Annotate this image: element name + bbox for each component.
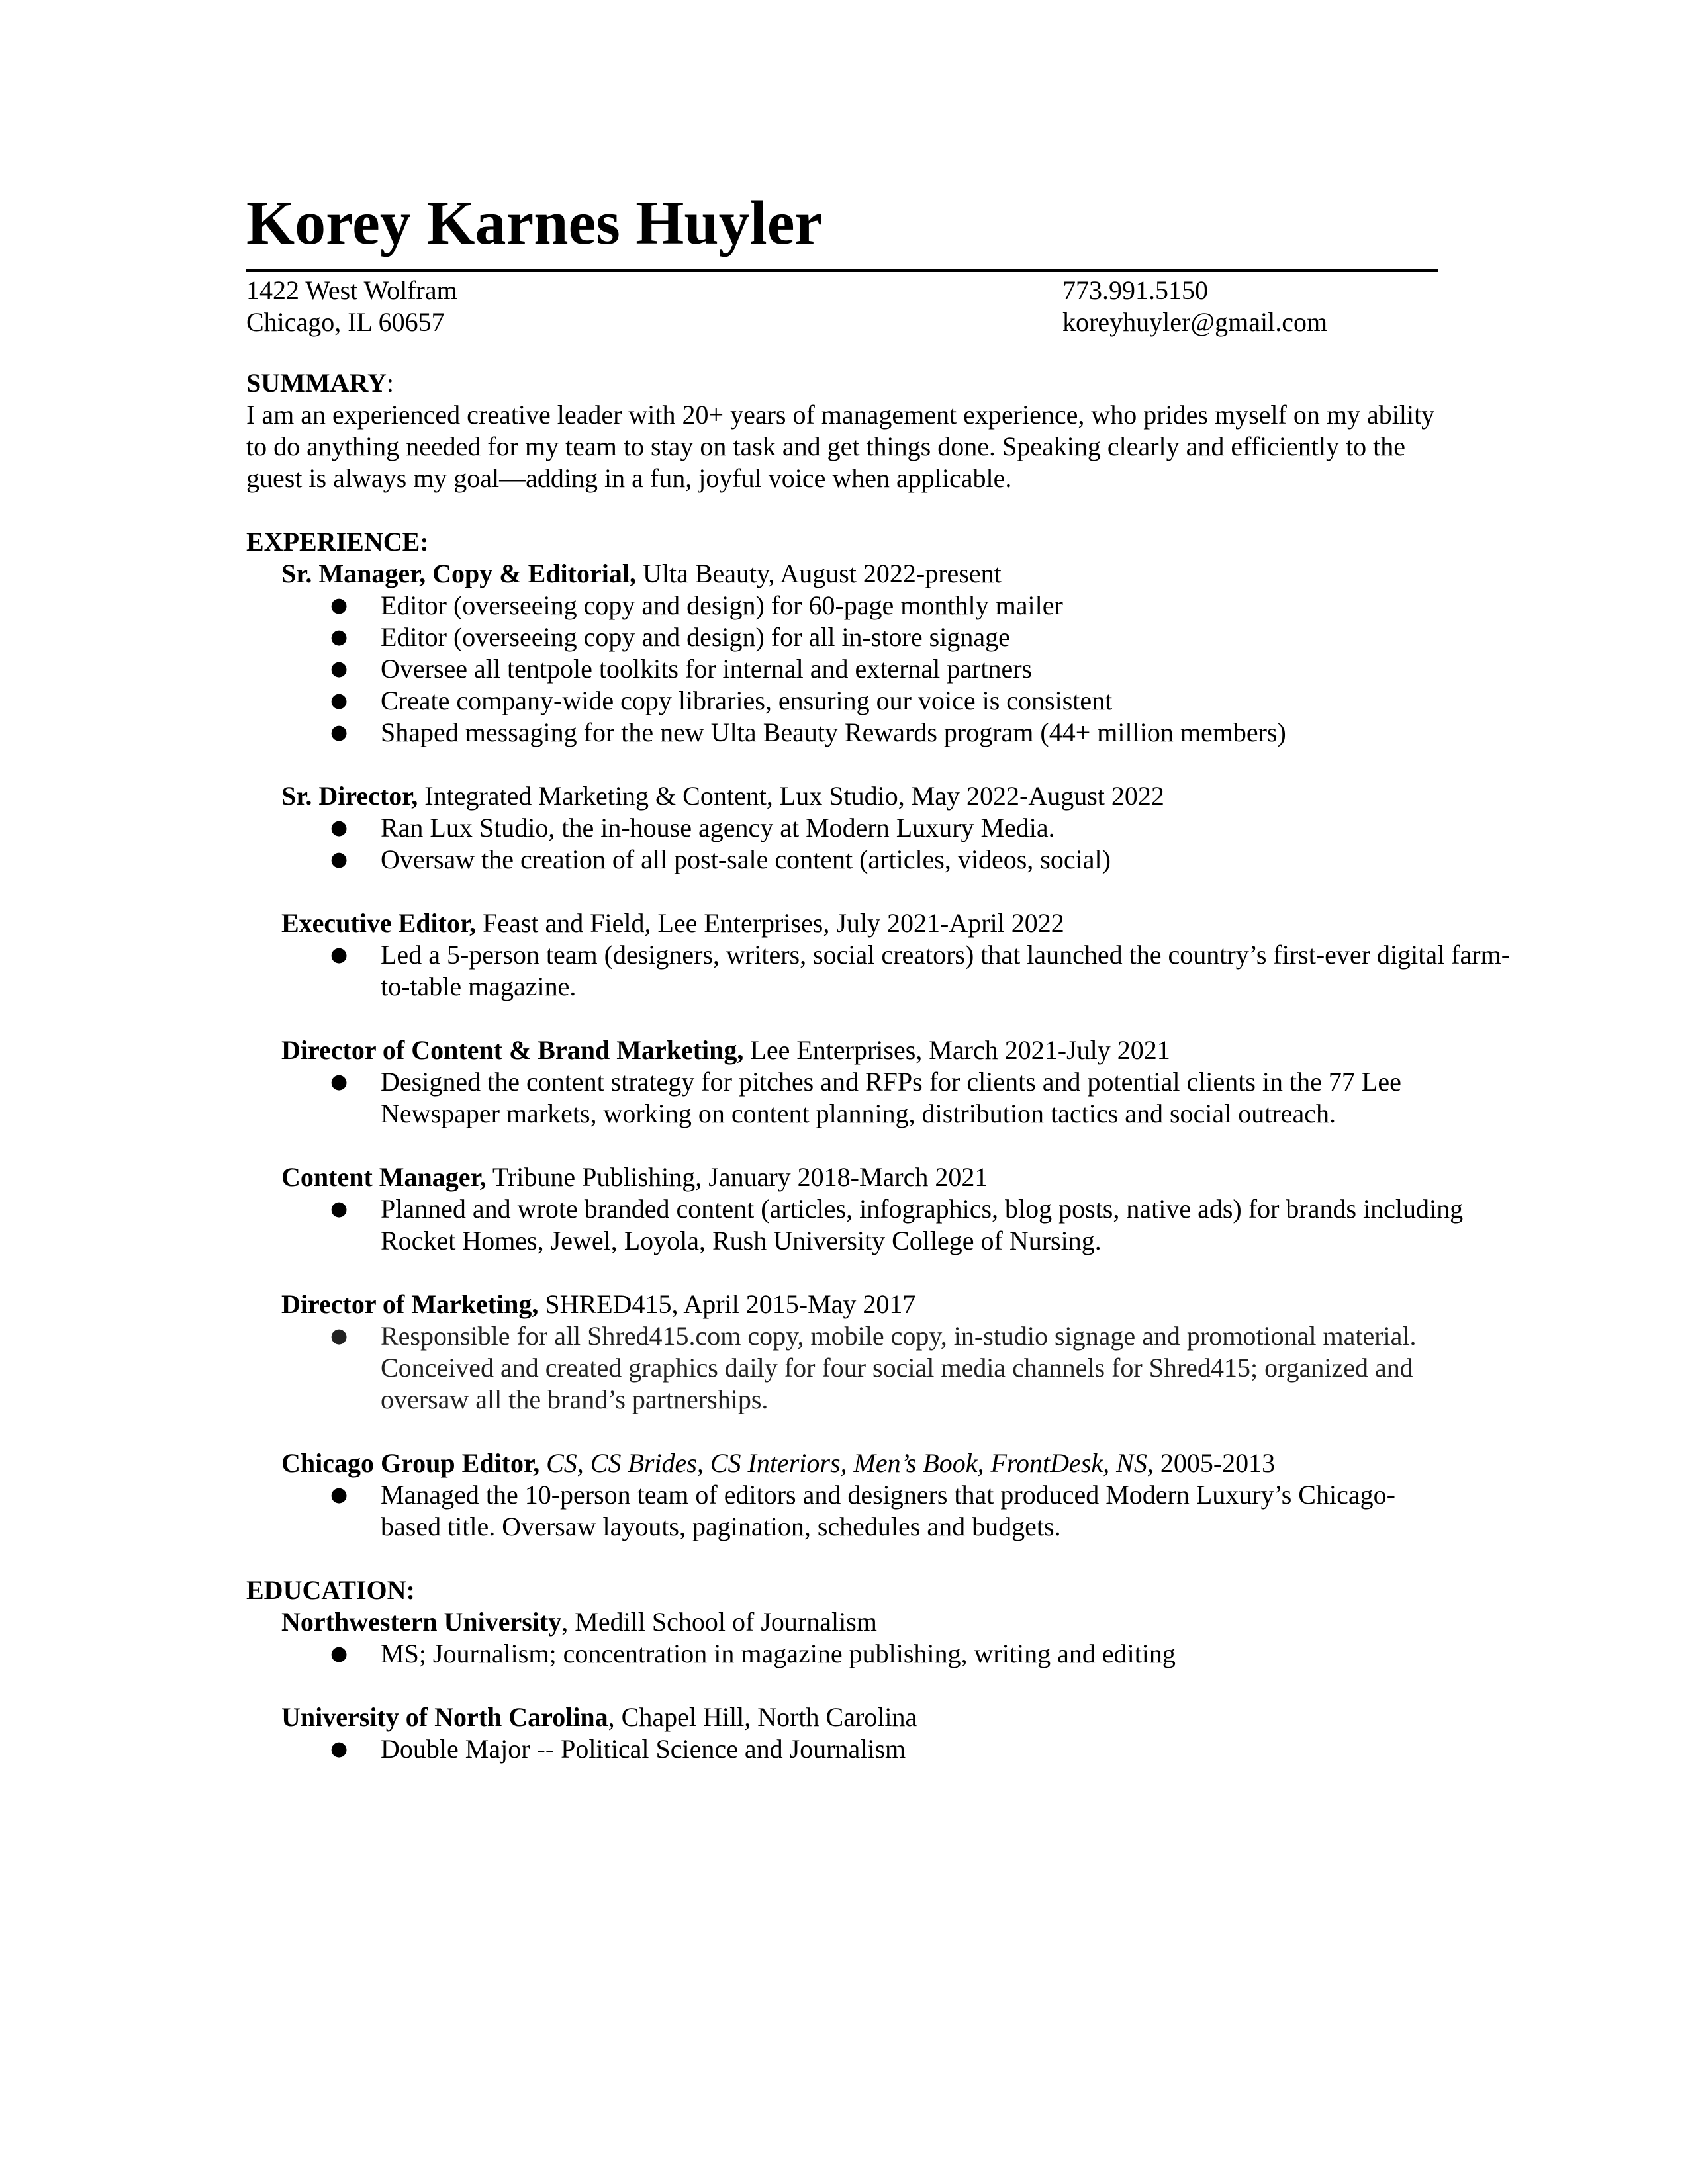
job-header [281, 780, 1471, 812]
job-bullets [281, 1066, 1460, 1130]
job-details: Feast and Field, Lee Enterprises, July 2021-April 2022 [476, 908, 1064, 938]
experience-heading: EXPERIENCE: [246, 527, 429, 557]
summary-text: I am an experienced creative leader with 20+ years of management experience, who prides myself on my ability to do anything needed for my team to stay on task and get things done. Speaking clearly and efficiently to the guest is always my goal—adding in a fun, joyful voice when applicable. [246, 400, 1435, 493]
job-bullets [281, 1320, 1473, 1416]
education-bullets [281, 1733, 1471, 1765]
job-title: Chicago Group Editor, [281, 1448, 540, 1478]
job-bullets [281, 1479, 1420, 1543]
summary-heading-colon: : [386, 368, 395, 398]
address-line-2: Chicago, IL 60657 [246, 307, 445, 337]
job-title: Director of Content & Brand Marketing, [281, 1035, 744, 1065]
job-bullets [281, 812, 1471, 876]
address-block [246, 275, 457, 338]
job-entry [281, 780, 1471, 876]
bullet-item: ● Oversaw the creation of all post-sale content (articles, videos, social) [281, 844, 1471, 876]
job-entry [281, 1289, 1471, 1416]
job-header [281, 1289, 1471, 1320]
job-details: Ulta Beauty, August 2022-present [635, 559, 1002, 588]
job-title: Director of Marketing, [281, 1289, 539, 1319]
bullet-item: ● Double Major -- Political Science and Journalism [281, 1733, 1471, 1765]
job-header [281, 1447, 1471, 1479]
resume-name: Korey Karnes Huyler [246, 189, 823, 257]
job-details: Lee Enterprises, March 2021-July 2021 [743, 1035, 1170, 1065]
resume-body [246, 367, 1511, 1765]
phone-number: 773.991.5150 [1062, 275, 1208, 305]
job-details: 2005-2013 [1153, 1448, 1276, 1478]
education-header [281, 1702, 1471, 1733]
job-publications: CS, CS Brides, CS Interiors, Men’s Book, FrontDesk, NS, [539, 1448, 1154, 1478]
job-title: Content Manager, [281, 1162, 487, 1192]
summary-heading [246, 367, 1471, 399]
bullet-item: ● Editor (overseeing copy and design) for all in-store signage [281, 621, 1471, 653]
job-title: Sr. Director, [281, 781, 418, 811]
bullet-item: ● Shaped messaging for the new Ulta Beauty Rewards program (44+ million members) [281, 717, 1471, 749]
job-details: SHRED415, April 2015-May 2017 [538, 1289, 916, 1319]
bullet-item: ● Editor (overseeing copy and design) for 60-page monthly mailer [281, 590, 1471, 621]
header-divider [246, 269, 1438, 272]
bullet-item: ● Ran Lux Studio, the in-house agency at Modern Luxury Media. [281, 812, 1471, 844]
job-details: Tribune Publishing, January 2018-March 2021 [486, 1162, 988, 1192]
bullet-item: ● MS; Journalism; concentration in magazine publishing, writing and editing [281, 1638, 1471, 1670]
education-bullets [281, 1638, 1471, 1670]
institution-details: , Medill School of Journalism [561, 1607, 877, 1637]
bullet-item: ● Led a 5-person team (designers, writers, social creators) that launched the country’s first-ever digital farm-to-table magazine. [281, 939, 1519, 1003]
job-entry [281, 907, 1511, 1003]
job-entry [281, 1447, 1471, 1543]
job-entry [281, 1161, 1471, 1257]
job-details: Integrated Marketing & Content, Lux Studio, May 2022-August 2022 [418, 781, 1164, 811]
job-entry [281, 558, 1471, 749]
job-header [281, 1161, 1471, 1193]
job-header [281, 1034, 1471, 1066]
bullet-item: ● Designed the content strategy for pitches and RFPs for clients and potential clients in the 77 Lee Newspaper markets, working on content planning, distribution tactics and social outreach. [281, 1066, 1460, 1130]
bullet-item: ● Managed the 10-person team of editors and designers that produced Modern Luxury’s Chicago-based title. Oversaw layouts, pagination, schedules and budgets. [281, 1479, 1420, 1543]
email-address: koreyhuyler@gmail.com [1062, 307, 1328, 337]
job-bullets [281, 1193, 1473, 1257]
job-header [281, 558, 1471, 590]
job-title: Executive Editor, [281, 908, 477, 938]
education-header [281, 1606, 1471, 1638]
job-header [281, 907, 1471, 939]
job-entry [281, 1034, 1471, 1130]
bullet-item: ● Create company-wide copy libraries, ensuring our voice is consistent [281, 685, 1471, 717]
institution-name: University of North Carolina [281, 1702, 608, 1732]
bullet-item: ● Planned and wrote branded content (articles, infographics, blog posts, native ads) for brands including Rocket Homes, Jewel, Loyola, Rush University College of Nursing. [281, 1193, 1473, 1257]
job-bullets [281, 939, 1519, 1003]
contact-block [1062, 275, 1327, 338]
address-line-1: 1422 West Wolfram [246, 275, 457, 305]
bullet-item: ● Responsible for all Shred415.com copy, mobile copy, in-studio signage and promotional material. Conceived and created graphics daily for four social media channels for Shred415; organized and oversaw all the brand’s partnerships. [281, 1320, 1473, 1416]
job-bullets [281, 590, 1471, 749]
education-heading: EDUCATION: [246, 1575, 415, 1605]
education-entry [281, 1606, 1471, 1670]
bullet-item: ● Oversee all tentpole toolkits for internal and external partners [281, 653, 1471, 685]
institution-name: Northwestern University [281, 1607, 562, 1637]
education-entry [281, 1702, 1471, 1765]
job-title: Sr. Manager, Copy & Editorial, [281, 559, 636, 588]
institution-details: , Chapel Hill, North Carolina [608, 1702, 917, 1732]
summary-heading-label: SUMMARY [246, 368, 387, 398]
